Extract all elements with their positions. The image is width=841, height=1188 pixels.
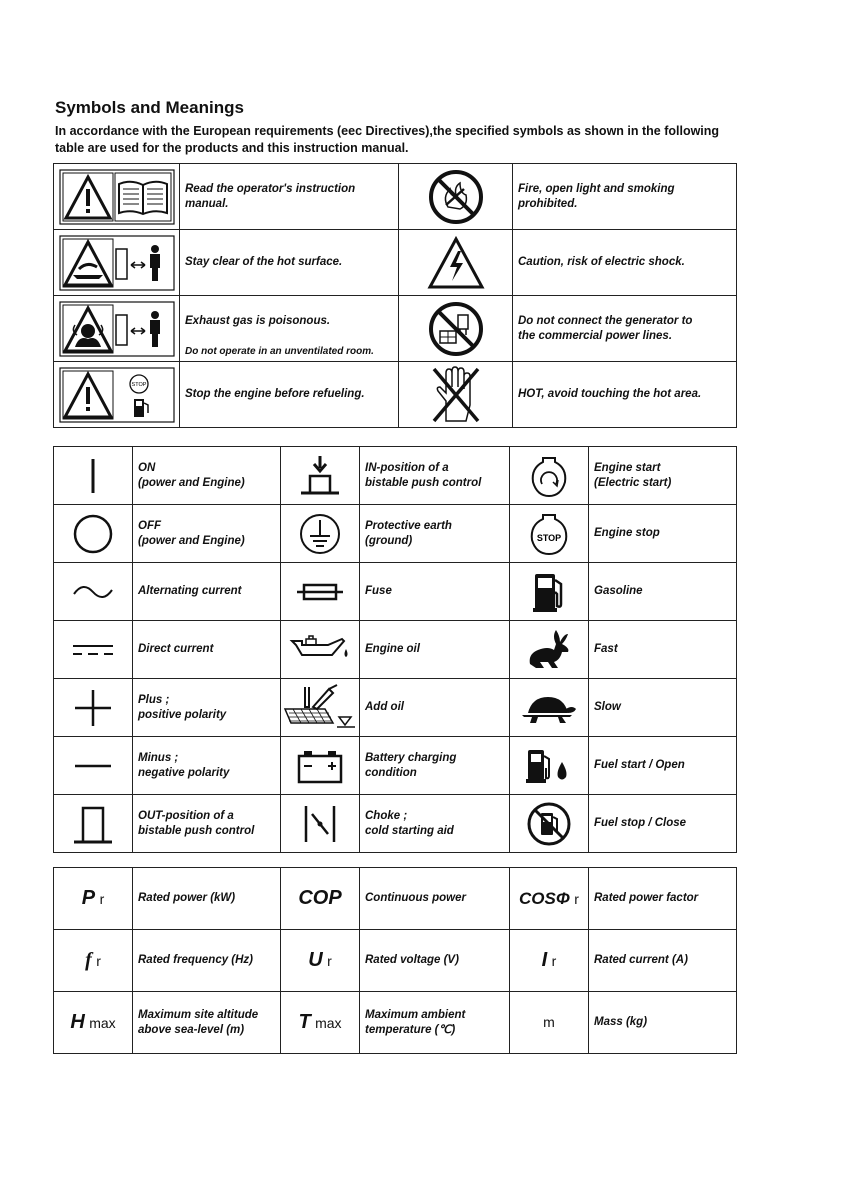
fuse-text: Fuse xyxy=(360,563,510,621)
engine-stop-text: Engine stop xyxy=(589,505,737,563)
safety-symbols-table xyxy=(53,163,737,428)
read-manual-icon xyxy=(54,164,180,230)
alternating-current-text: Alternating current xyxy=(133,563,281,621)
choke-icon xyxy=(281,795,360,853)
rated-current-symbol: I r xyxy=(510,930,589,992)
stop-before-refuel-text: Stop the engine before refueling. xyxy=(180,362,399,428)
table-row xyxy=(54,362,737,428)
minus-text: Minus ; negative polarity xyxy=(133,737,281,795)
engine-stop-icon xyxy=(510,505,589,563)
rated-frequency-symbol: f r xyxy=(54,930,133,992)
exhaust-gas-warning-icon xyxy=(54,296,180,362)
table-row xyxy=(54,563,737,621)
electric-shock-icon xyxy=(399,230,513,296)
alternating-current-icon xyxy=(54,563,133,621)
plus-icon xyxy=(54,679,133,737)
exhaust-gas-text xyxy=(180,296,399,362)
max-temperature-symbol: T max xyxy=(281,992,360,1054)
exhaust-gas-subtext: Do not operate in an unventilated room. xyxy=(185,345,374,357)
rated-frequency-text: Rated frequency (Hz) xyxy=(133,930,281,992)
no-fire-smoking-text: Fire, open light and smoking prohibited. xyxy=(513,164,737,230)
read-manual-text: Read the operator's instruction manual. xyxy=(180,164,399,230)
no-grid-connection-icon xyxy=(399,296,513,362)
on-text: ON (power and Engine) xyxy=(133,447,281,505)
choke-text: Choke ; cold starting aid xyxy=(360,795,510,853)
max-altitude-symbol: H max xyxy=(54,992,133,1054)
stop-icon-label: STOP xyxy=(131,381,146,388)
fuel-start-icon xyxy=(510,737,589,795)
off-icon xyxy=(54,505,133,563)
table-row xyxy=(54,930,737,992)
battery-icon xyxy=(281,737,360,795)
direct-current-icon xyxy=(54,621,133,679)
table-row xyxy=(54,868,737,930)
gasoline-icon xyxy=(510,563,589,621)
add-oil-text: Add oil xyxy=(360,679,510,737)
exhaust-gas-title: Exhaust gas is poisonous. xyxy=(185,314,331,327)
page-title: Symbols and Meanings xyxy=(55,98,244,117)
meaning-symbols-table xyxy=(53,446,737,853)
engine-start-text: Engine start (Electric start) xyxy=(589,447,737,505)
stop-before-refuel-icon xyxy=(54,362,180,428)
in-position-icon xyxy=(281,447,360,505)
hot-surface-text: Stay clear of the hot surface. xyxy=(180,230,399,296)
minus-icon xyxy=(54,737,133,795)
table-row xyxy=(54,679,737,737)
fuse-icon xyxy=(281,563,360,621)
max-temperature-text: Maximum ambient temperature (℃) xyxy=(360,992,510,1054)
rated-current-text: Rated current (A) xyxy=(589,930,737,992)
mass-symbol: m xyxy=(510,992,589,1054)
off-text: OFF (power and Engine) xyxy=(133,505,281,563)
continuous-power-symbol: COP xyxy=(281,868,360,930)
continuous-power-text: Continuous power xyxy=(360,868,510,930)
out-position-text: OUT-position of a bistable push control xyxy=(133,795,281,853)
fuel-stop-text: Fuel stop / Close xyxy=(589,795,737,853)
plus-text: Plus ; positive polarity xyxy=(133,679,281,737)
on-icon xyxy=(54,447,133,505)
table-row xyxy=(54,505,737,563)
hot-surface-warning-icon xyxy=(54,230,180,296)
rated-voltage-text: Rated voltage (V) xyxy=(360,930,510,992)
power-factor-text: Rated power factor xyxy=(589,868,737,930)
add-oil-icon xyxy=(281,679,360,737)
electric-shock-text: Caution, risk of electric shock. xyxy=(513,230,737,296)
table-row xyxy=(54,737,737,795)
mass-text: Mass (kg) xyxy=(589,992,737,1054)
protective-earth-icon xyxy=(281,505,360,563)
fast-rabbit-icon xyxy=(510,621,589,679)
in-position-text: IN-position of a bistable push control xyxy=(360,447,510,505)
no-fire-smoking-icon xyxy=(399,164,513,230)
battery-text: Battery charging condition xyxy=(360,737,510,795)
hot-no-touch-text: HOT, avoid touching the hot area. xyxy=(513,362,737,428)
table-row xyxy=(54,795,737,853)
fuel-stop-icon xyxy=(510,795,589,853)
table-row xyxy=(54,992,737,1054)
hot-no-touch-icon xyxy=(399,362,513,428)
out-position-icon xyxy=(54,795,133,853)
table-row xyxy=(54,447,737,505)
table-row xyxy=(54,296,737,362)
intro-text: In accordance with the European requirements (eec Directives),the specified symbols as shown in the following table are used for the products and this instruction manual. xyxy=(55,124,720,155)
fuel-start-text: Fuel start / Open xyxy=(589,737,737,795)
fast-text: Fast xyxy=(589,621,737,679)
table-row xyxy=(54,230,737,296)
table-row xyxy=(54,164,737,230)
power-factor-symbol: COSΦ r xyxy=(510,868,589,930)
table-row xyxy=(54,621,737,679)
protective-earth-text: Protective earth (ground) xyxy=(360,505,510,563)
rated-power-symbol: P r xyxy=(54,868,133,930)
slow-text: Slow xyxy=(589,679,737,737)
engine-oil-text: Engine oil xyxy=(360,621,510,679)
direct-current-text: Direct current xyxy=(133,621,281,679)
ratings-table xyxy=(53,867,737,1054)
engine-oil-icon xyxy=(281,621,360,679)
slow-turtle-icon xyxy=(510,679,589,737)
engine-start-icon xyxy=(510,447,589,505)
gasoline-text: Gasoline xyxy=(589,563,737,621)
max-altitude-text: Maximum site altitude above sea-level (m) xyxy=(133,992,281,1054)
engine-stop-label: STOP xyxy=(536,532,562,543)
no-grid-connection-text: Do not connect the generator to the commercial power lines. xyxy=(513,296,737,362)
rated-voltage-symbol: U r xyxy=(281,930,360,992)
rated-power-text: Rated power (kW) xyxy=(133,868,281,930)
